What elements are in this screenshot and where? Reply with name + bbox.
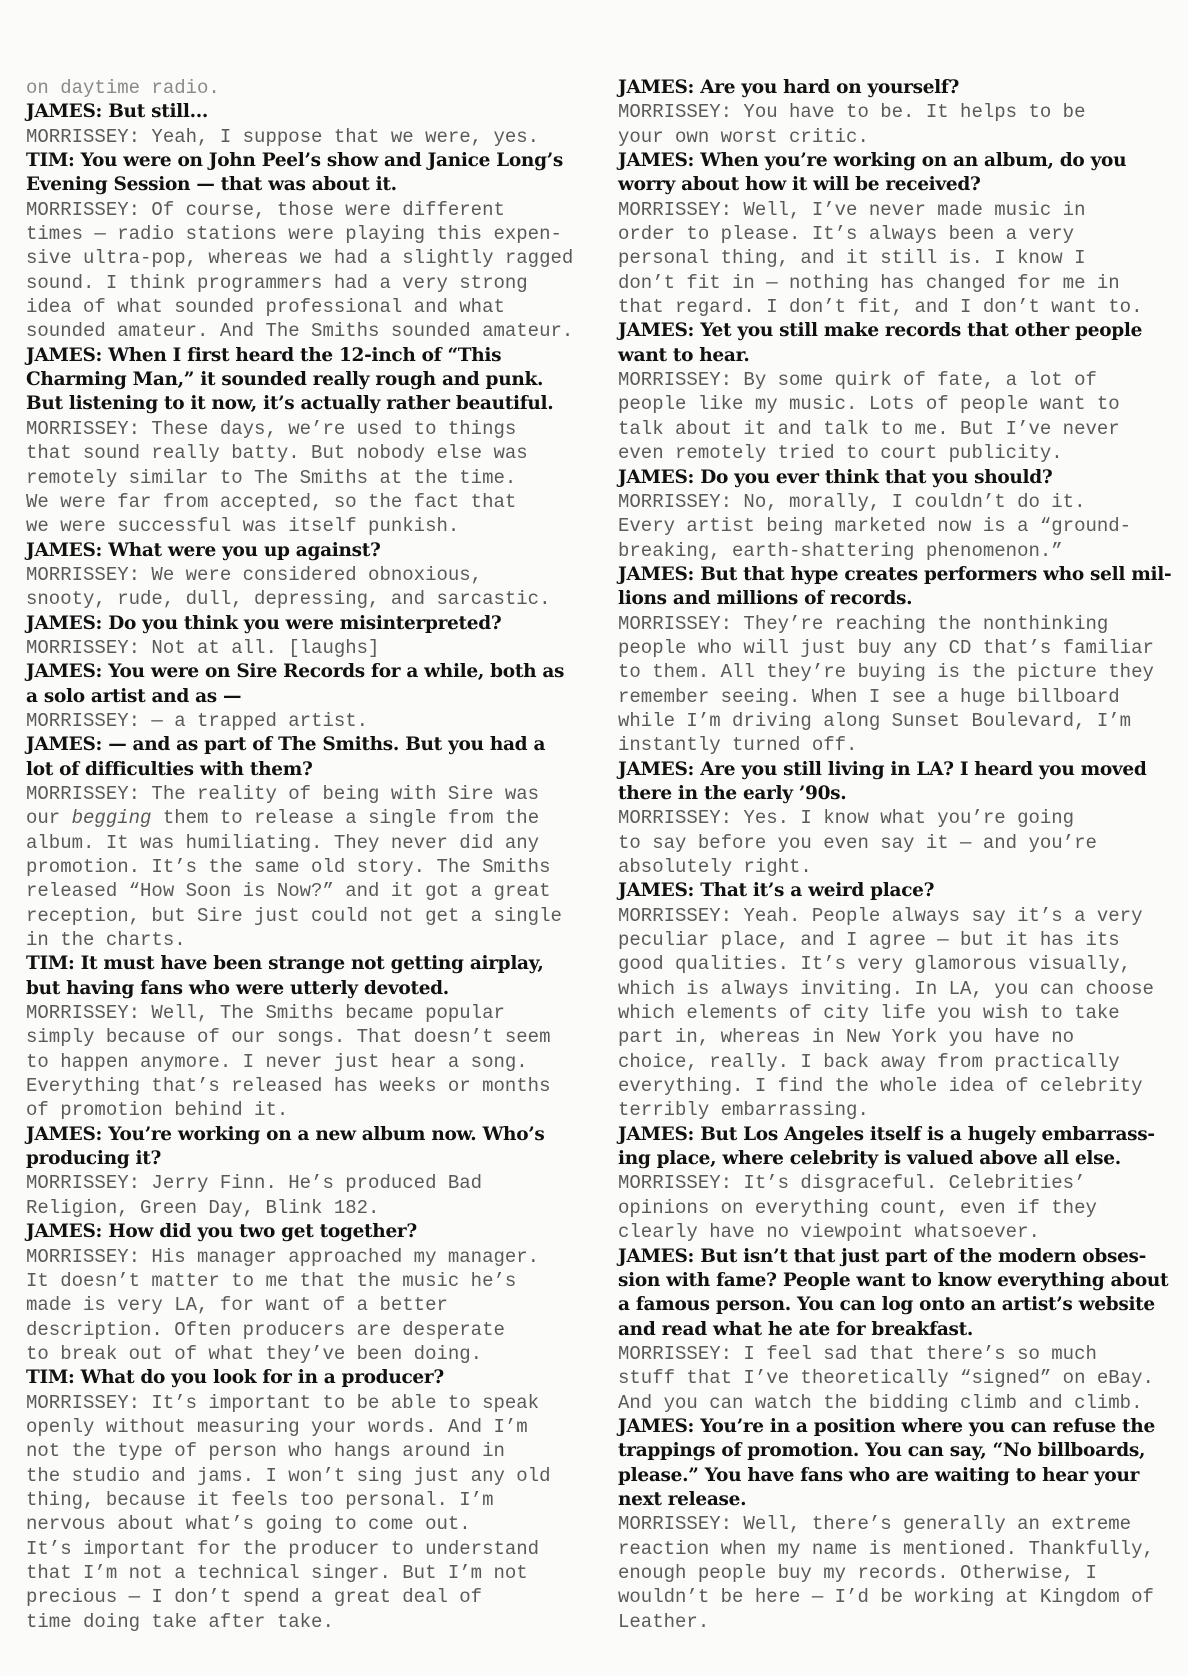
question-line: please.” You have fans who are waiting to hear your	[618, 1464, 1140, 1486]
answer-line: which is always inviting. In LA, you can choose	[618, 977, 1154, 1000]
question-line: JAMES: But that hype creates performers who sell mil-	[618, 563, 1172, 585]
answer-line: sounded amateur. And The Smiths sounded amateur.	[26, 320, 574, 343]
question-line: But listening to it now, it’s actually rather beautiful.	[26, 393, 554, 415]
answer-line: reaction when my name is mentioned. Thankfully,	[618, 1537, 1154, 1560]
answer-line: nervous about what’s going to come out.	[26, 1513, 471, 1536]
answer-line: absolutely right.	[618, 856, 812, 878]
answer-line: MORRISSEY: Yeah, I suppose that we were, yes.	[26, 125, 540, 148]
answer-line: MORRISSEY: — a trapped artist.	[26, 709, 369, 732]
answer-line: enough people buy my records. Otherwise, I	[618, 1561, 1097, 1584]
answer-line: MORRISSEY: His manager approached my manager.	[26, 1245, 540, 1268]
question-line: JAMES: — and as part of The Smiths. But you had a	[26, 734, 546, 756]
question-line: but having fans who were utterly devoted.	[26, 977, 449, 999]
text-segment: our	[26, 807, 72, 830]
answer-line: that I’m not a technical singer. But I’m not	[26, 1561, 528, 1584]
question-line: JAMES: Do you ever think that you should?	[618, 466, 1053, 488]
answer-line: MORRISSEY: No, morally, I couldn’t do it.	[618, 490, 1086, 513]
question-line: JAMES: You’re in a position where you can refuse the	[618, 1415, 1155, 1437]
emphasis-text: begging	[71, 807, 152, 830]
right-column	[618, 76, 1186, 1634]
question-line: and read what he ate for breakfast.	[618, 1318, 974, 1340]
answer-line: remotely similar to The Smiths at the time.	[26, 466, 517, 489]
answer-line: reception, but Sire just could not get a single	[26, 904, 562, 927]
question-line: lot of difficulties with them?	[26, 758, 313, 780]
answer-line: order to please. It’s always been a very	[618, 223, 1075, 246]
question-line: a famous person. You can log onto an artist’s website	[618, 1294, 1155, 1316]
answer-line: MORRISSEY: Well, The Smiths became popular	[26, 1002, 505, 1025]
question-line: JAMES: Do you think you were misinterpreted?	[26, 612, 502, 634]
answer-line: that regard. I don’t fit, and I don’t want to.	[618, 296, 1143, 319]
question-line: want to hear.	[618, 344, 750, 366]
answer-line: clearly have no viewpoint whatsoever.	[618, 1221, 1040, 1244]
question-line: JAMES: You’re working on a new album now. Who’s	[26, 1123, 545, 1145]
answer-line: to happen anymore. I never just hear a song.	[26, 1050, 528, 1073]
answer-line: It’s important for the producer to understand	[26, 1537, 540, 1560]
answer-line: your own worst critic.	[618, 125, 869, 148]
answer-line: Everything that’s released has weeks or months	[26, 1075, 551, 1098]
question-line: JAMES: But still...	[26, 101, 209, 123]
question-line: TIM: What do you look for in a producer?	[26, 1367, 444, 1389]
question-line: JAMES: But Los Angeles itself is a hugely embarrass-	[618, 1123, 1155, 1145]
answer-line: MORRISSEY: Yeah. People always say it’s a very	[618, 904, 1143, 927]
question-line: next release.	[618, 1488, 747, 1510]
answer-line: breaking, earth-shattering phenomenon.”	[618, 539, 1063, 562]
answer-line: We were far from accepted, so the fact that	[26, 490, 517, 513]
answer-line: we were successful was itself punkish.	[26, 515, 460, 538]
answer-line: sound. I think programmers had a very strong	[26, 271, 528, 294]
answer-line: good qualities. It’s very glamorous visually,	[618, 953, 1132, 976]
answer-line: MORRISSEY: You have to be. It helps to be	[618, 101, 1086, 124]
answer-line: choice, really. I back away from practically	[618, 1050, 1120, 1073]
answer-line: released “How Soon is Now?” and it got a great	[26, 880, 551, 903]
answer-line: MORRISSEY: Of course, those were different	[26, 198, 505, 221]
answer-line: And you can watch the bidding climb and climb.	[618, 1391, 1143, 1414]
question-line: JAMES: Are you still living in LA? I heard you moved	[618, 758, 1147, 780]
question-line: worry about how it will be received?	[618, 174, 981, 196]
answer-line: description. Often producers are desperate	[26, 1318, 505, 1341]
answer-line: to say before you even say it — and you’re	[618, 831, 1097, 854]
question-line: JAMES: How did you two get together?	[26, 1221, 417, 1243]
answer-line: sive ultra-pop, whereas we had a slightly ragged	[26, 247, 574, 270]
question-line: JAMES: You were on Sire Records for a while, both as	[26, 661, 565, 683]
answer-line: MORRISSEY: It’s disgraceful. Celebrities’	[618, 1172, 1086, 1195]
answer-line: MORRISSEY: Yes. I know what you’re going	[618, 807, 1075, 830]
answer-line: stuff that I’ve theoretically “signed” on eBay.	[618, 1367, 1154, 1390]
answer-line: snooty, rude, dull, depressing, and sarcastic.	[26, 588, 551, 611]
answer-line: terribly embarrassing.	[618, 1099, 869, 1122]
answer-line: Leather.	[618, 1610, 710, 1633]
question-line: there in the early ’90s.	[618, 782, 847, 804]
question-line: JAMES: When I first heard the 12-inch of “This	[26, 344, 502, 366]
answer-line: people like my music. Lots of people want to	[618, 393, 1120, 416]
answer-line: on daytime radio.	[26, 77, 220, 99]
answer-line: remember seeing. When I see a huge billboard	[618, 685, 1120, 708]
answer-line: MORRISSEY: By some quirk of fate, a lot of	[618, 369, 1097, 392]
answer-line: talk about it and talk to me. But I’ve never	[618, 417, 1120, 440]
question-line: JAMES: When you’re working on an album, do you	[618, 150, 1127, 172]
answer-line: part in, whereas in New York you have no	[618, 1026, 1075, 1049]
answer-line: Every artist being marketed now is a “ground-	[618, 515, 1132, 538]
answer-line: thing, because it feels too personal. I’m	[26, 1488, 494, 1511]
question-line: a solo artist and as —	[26, 685, 242, 707]
question-line: Evening Session — that was about it.	[26, 174, 397, 196]
answer-line: everything. I find the whole idea of celebrity	[618, 1075, 1143, 1098]
answer-line: wouldn’t be here — I’d be working at Kingdom of	[618, 1586, 1154, 1609]
answer-line: album. It was humiliating. They never did any	[26, 831, 540, 854]
answer-line: MORRISSEY: Well, I’ve never made music in	[618, 198, 1086, 221]
answer-line: MORRISSEY: I feel sad that there’s so much	[618, 1342, 1097, 1365]
answer-line: while I’m driving along Sunset Boulevard, I’m	[618, 709, 1132, 732]
answer-line: not the type of person who hangs around in	[26, 1440, 505, 1463]
answer-line: MORRISSEY: Not at all. [laughs]	[26, 636, 380, 659]
question-line: JAMES: Are you hard on yourself?	[618, 77, 960, 98]
answer-line: opinions on everything count, even if they	[618, 1196, 1097, 1219]
answer-line: personal thing, and it still is. I know I	[618, 247, 1086, 270]
answer-line: MORRISSEY: They’re reaching the nonthinking	[618, 612, 1109, 635]
question-line: sion with fame? People want to know everything about	[618, 1269, 1169, 1291]
answer-line: It doesn’t matter to me that the music he’s	[26, 1269, 517, 1292]
question-line: TIM: It must have been strange not getting airplay,	[26, 953, 544, 975]
answer-line: made is very LA, for want of a better	[26, 1294, 448, 1317]
answer-line: openly without measuring your words. And I’m	[26, 1415, 528, 1438]
question-line: JAMES: What were you up against?	[26, 539, 381, 561]
answer-line: promotion. It’s the same old story. The Smiths	[26, 856, 551, 878]
question-line: JAMES: That it’s a weird place?	[618, 880, 935, 902]
answer-line: instantly turned off.	[618, 734, 858, 757]
answer-line	[26, 806, 606, 830]
answer-line: idea of what sounded professional and what	[26, 296, 505, 319]
answer-line: Religion, Green Day, Blink 182.	[26, 1196, 380, 1219]
answer-line: simply because of our songs. That doesn’t seem	[26, 1026, 551, 1049]
answer-line: in the charts.	[26, 929, 186, 952]
answer-line: to them. All they’re buying is the picture they	[618, 661, 1154, 684]
answer-line: MORRISSEY: Well, there’s generally an extreme	[618, 1513, 1132, 1536]
answer-line: even remotely tried to court publicity.	[618, 442, 1063, 465]
answer-line: peculiar place, and I agree — but it has its	[618, 929, 1120, 952]
question-line: lions and millions of records.	[618, 588, 913, 610]
question-line: producing it?	[26, 1148, 162, 1170]
left-column	[26, 76, 606, 1634]
answer-line: MORRISSEY: It’s important to be able to speak	[26, 1391, 540, 1414]
answer-line: times — radio stations were playing this expen-	[26, 223, 562, 246]
question-line: ing place, where celebrity is valued above all else.	[618, 1148, 1121, 1170]
answer-line: which elements of city life you wish to take	[618, 1002, 1120, 1025]
question-line: Charming Man,” it sounded really rough and punk.	[26, 369, 544, 391]
question-line: JAMES: Yet you still make records that other people	[618, 320, 1143, 342]
question-line: JAMES: But isn’t that just part of the modern obses-	[618, 1245, 1147, 1267]
answer-line: people who will just buy any CD that’s familiar	[618, 636, 1154, 659]
answer-line: MORRISSEY: Jerry Finn. He’s produced Bad	[26, 1172, 483, 1195]
answer-line: don’t fit in — nothing has changed for me in	[618, 271, 1120, 294]
answer-line: MORRISSEY: We were considered obnoxious,	[26, 563, 483, 586]
answer-line: that sound really batty. But nobody else was	[26, 442, 528, 465]
answer-line: of promotion behind it.	[26, 1099, 289, 1122]
answer-line: MORRISSEY: The reality of being with Sire was	[26, 782, 540, 805]
answer-line: time doing take after take.	[26, 1610, 334, 1633]
question-line: TIM: You were on John Peel’s show and Janice Long’s	[26, 150, 563, 172]
answer-line: the studio and jams. I won’t sing just any old	[26, 1464, 551, 1487]
answer-line: MORRISSEY: These days, we’re used to things	[26, 417, 517, 440]
question-line: trappings of promotion. You can say, “No billboards,	[618, 1440, 1146, 1462]
answer-line: precious — I don’t spend a great deal of	[26, 1586, 483, 1609]
answer-line: to break out of what they’ve been doing.	[26, 1342, 483, 1365]
text-segment: them to release a single from the	[151, 807, 540, 830]
